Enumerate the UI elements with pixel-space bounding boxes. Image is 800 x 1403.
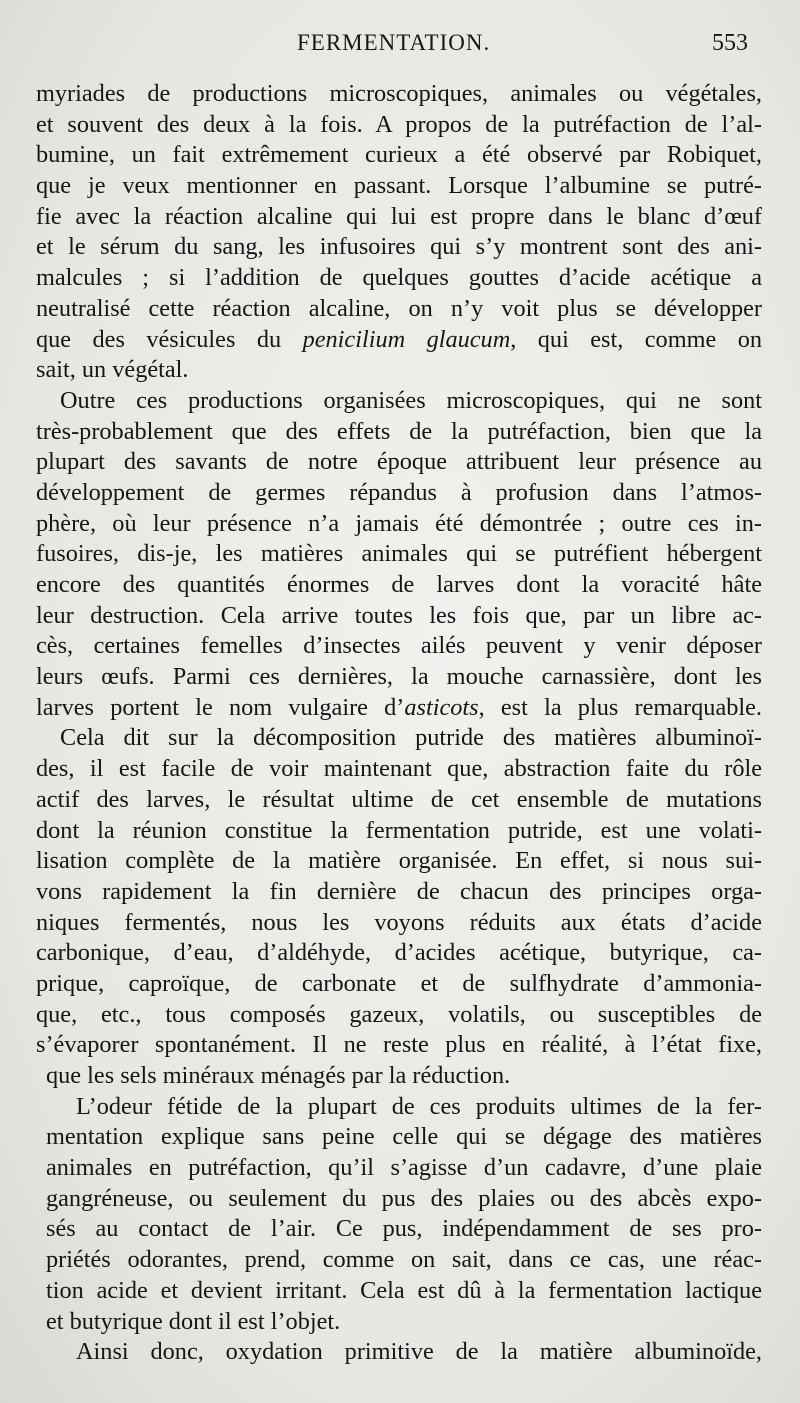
text-line: sés au contact de l’air. Ce pus, indépendamment de ses pro- bbox=[46, 1215, 762, 1243]
text-line: carbonique, d’eau, d’aldéhyde, d’acides acétique, butyrique, ca- bbox=[36, 939, 762, 967]
text-line: myriades de productions microscopiques, animales ou végétales, bbox=[36, 80, 762, 107]
text-segment: larves portent le nom vulgaire d’ bbox=[36, 693, 405, 721]
text-line: phère, où leur présence n’a jamais été démontrée ; outre ces in- bbox=[36, 509, 762, 537]
text-line: actif des larves, le résultat ultime de cet ensemble de mutations bbox=[36, 785, 762, 813]
text-segment: que des vésicules du bbox=[36, 325, 303, 353]
text-line: lisation complète de la matière organisée. En effet, si nous sui- bbox=[36, 847, 762, 875]
text-line: leur destruction. Cela arrive toutes les fois que, par un libre ac- bbox=[36, 601, 762, 629]
text-line: animales en putréfaction, qu’il s’agisse d’un cadavre, d’une plaie bbox=[46, 1154, 762, 1182]
page-number: 553 bbox=[712, 30, 748, 56]
paragraph-first-line: L’odeur fétide de la plupart de ces produits ultimes de la fer- bbox=[76, 1092, 762, 1120]
text-line: encore des quantités énormes de larves dont la voracité hâte bbox=[36, 571, 762, 598]
text-line: et le sérum du sang, les infusoires qui s’y montrent sont des ani- bbox=[36, 233, 762, 261]
text-line: plupart des savants de notre époque attribuent leur présence au bbox=[36, 448, 762, 476]
text-line bbox=[36, 693, 762, 724]
italic-term: penicilium glaucum bbox=[302, 325, 511, 353]
text-line: priétés odorantes, prend, comme on sait, dans ce cas, une réac- bbox=[46, 1246, 762, 1274]
text-line: que, etc., tous composés gazeux, volatils, ou susceptibles de bbox=[36, 1000, 762, 1028]
text-line: cès, certaines femelles d’insectes ailés peuvent y venir déposer bbox=[36, 632, 762, 660]
text-line: vons rapidement la fin dernière de chacun des principes orga- bbox=[36, 877, 762, 905]
text-segment: , est la plus remarquable. bbox=[478, 693, 762, 721]
text-line: prique, caproïque, de carbonate et de sulfhydrate d’ammonia- bbox=[36, 969, 762, 997]
text-line: et souvent des deux à la fois. A propos de la putréfaction de l’al- bbox=[36, 110, 762, 138]
paragraph-first-line: Outre ces productions organisées microscopiques, qui ne sont bbox=[60, 386, 762, 414]
text-line: développement de germes répandus à profusion dans l’atmos- bbox=[36, 478, 762, 506]
text-line: dont la réunion constitue la fermentation putride, est une volati- bbox=[36, 816, 762, 844]
text-line: leurs œufs. Parmi ces dernières, la mouche carnassière, dont les bbox=[36, 663, 762, 691]
text-line: que je veux mentionner en passant. Lorsque l’albumine se putré- bbox=[36, 172, 762, 200]
text-line: malcules ; si l’addition de quelques gouttes d’acide acétique a bbox=[36, 264, 762, 292]
page-header bbox=[0, 30, 800, 62]
text-line: mentation explique sans peine celle qui se dégage des matières bbox=[46, 1123, 762, 1151]
text-line: niques fermentés, nous les voyons réduits aux états d’acide bbox=[36, 908, 762, 936]
text-line: des, il est facile de voir maintenant que, abstraction faite du rôle bbox=[36, 755, 762, 783]
text-line: très-probablement que des effets de la putréfaction, bien que la bbox=[36, 417, 762, 445]
text-line: gangréneuse, ou seulement du pus des plaies ou des abcès expo- bbox=[46, 1184, 762, 1212]
text-line: fie avec la réaction alcaline qui lui est propre dans le blanc d’œuf bbox=[36, 202, 762, 230]
text-line: tion acide et devient irritant. Cela est dû à la fermentation lactique bbox=[46, 1276, 762, 1304]
text-line: sait, un végétal. bbox=[36, 356, 189, 384]
text-line: bumine, un fait extrêmement curieux a été observé par Robiquet, bbox=[36, 141, 762, 169]
text-line: fusoires, dis-je, les matières animales qui se putréfient hébergent bbox=[36, 540, 762, 568]
text-line: neutralisé cette réaction alcaline, on n’y voit plus se développer bbox=[36, 294, 762, 322]
paragraph-first-line: Cela dit sur la décomposition putride des matières albuminoï- bbox=[60, 724, 762, 752]
body-text bbox=[36, 79, 762, 1368]
text-line: que les sels minéraux ménagés par la réduction. bbox=[46, 1062, 511, 1089]
paragraph-first-line: Ainsi donc, oxydation primitive de la matière albuminoïde, bbox=[76, 1338, 762, 1366]
running-head: FERMENTATION. bbox=[297, 30, 491, 55]
text-line bbox=[36, 325, 762, 356]
text-line: et butyrique dont il est l’objet. bbox=[46, 1307, 341, 1335]
italic-term: asticots bbox=[404, 693, 479, 721]
text-line: s’évaporer spontanément. Il ne reste plus en réalité, à l’état fixe, bbox=[36, 1031, 762, 1059]
text-segment: , qui est, comme on bbox=[510, 325, 762, 353]
